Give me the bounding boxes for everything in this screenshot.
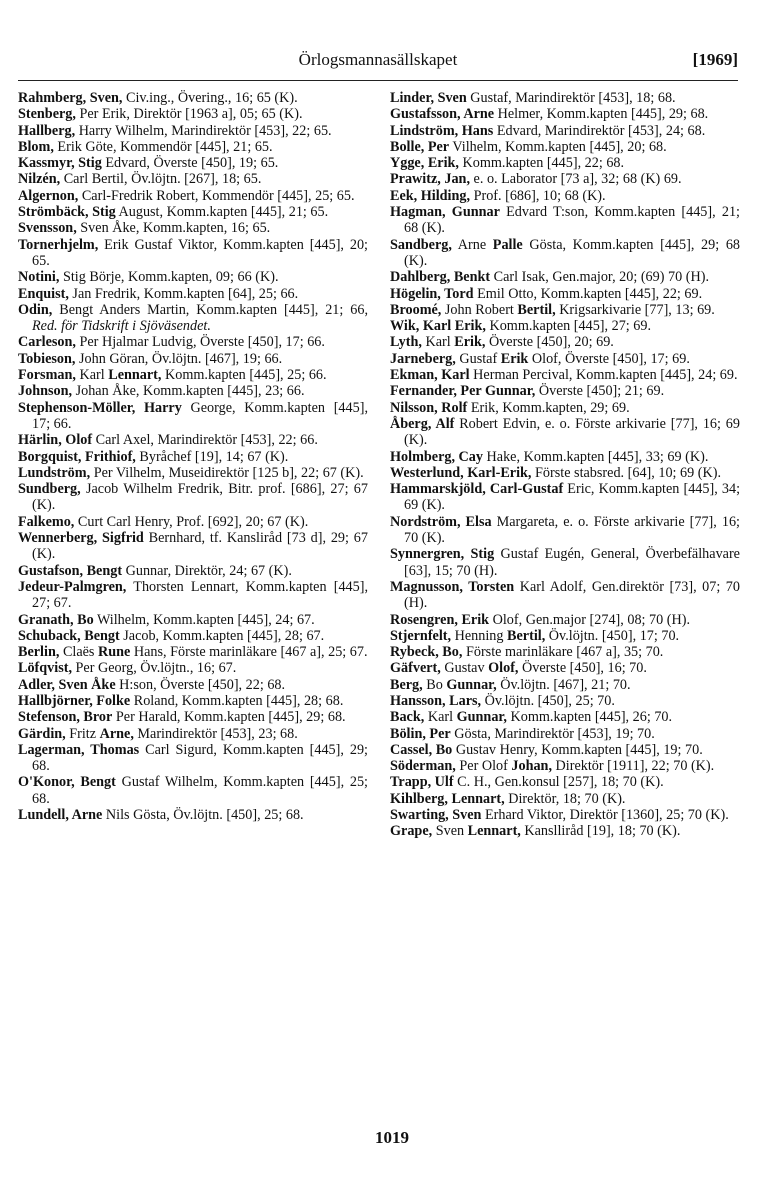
register-entry xyxy=(390,416,740,449)
register-entry xyxy=(390,286,740,302)
entry-details: Direktör, 18; 70 (K). xyxy=(504,790,626,807)
register-entry xyxy=(390,823,740,839)
entry-name: Cassel, Bo xyxy=(390,741,453,758)
entry-details: Per Erik, Direktör [1963 a], 05; 65 (K). xyxy=(75,106,303,123)
entry-details: Carl-Fredrik Robert, Kommendör [445], 25; 65. xyxy=(78,187,355,204)
entry-name: Kassmyr, Stig xyxy=(18,155,102,172)
register-entry xyxy=(18,612,368,628)
entry-details: Carl Axel, Marindirektör [453], 22; 66. xyxy=(92,432,318,449)
entry-name: Johnson, xyxy=(18,383,73,400)
register-entry xyxy=(18,188,368,204)
entry-name: Carleson, xyxy=(18,334,76,351)
register-entry xyxy=(390,546,740,579)
entry-name: Bölin, Per xyxy=(390,725,451,742)
register-entry xyxy=(18,269,368,285)
register-entry xyxy=(390,155,740,171)
register-entry xyxy=(18,709,368,725)
entry-name: Rybeck, Bo, xyxy=(390,644,463,661)
entry-details: Komm.kapten [445], 26; 70. xyxy=(506,709,673,726)
entry-details: Fritz xyxy=(65,725,100,742)
left-column xyxy=(18,90,368,823)
page-number: 1019 xyxy=(375,1128,409,1147)
register-entry xyxy=(390,106,740,122)
entry-details: Emil Otto, Komm.kapten [445], 22; 69. xyxy=(473,285,703,302)
register-entry xyxy=(390,677,740,693)
register-entry xyxy=(390,90,740,106)
entry-name: Strömbäck, Stig xyxy=(18,204,116,221)
register-entry xyxy=(18,334,368,350)
entry-details: Nils Gösta, Öv.löjtn. [450], 25; 68. xyxy=(102,807,304,824)
entry-details: Bernhard, tf. Kansliråd [73 d], 29; 67 (K). xyxy=(32,530,368,563)
entry-name: Åberg, Alf xyxy=(390,415,455,432)
entry-details: Gunnar, Direktör, 24; 67 (K). xyxy=(122,562,292,579)
entry-details: Wilhelm, Komm.kapten [445], 24; 67. xyxy=(93,611,315,628)
entry-details: Claës xyxy=(59,644,99,661)
entry-name: Gustafsson, Arne xyxy=(390,106,495,123)
entry-name: Lindström, Hans xyxy=(390,122,494,139)
entry-details: Marindirektör [453], 23; 68. xyxy=(133,725,298,742)
entry-name: Stjernfelt, xyxy=(390,627,452,644)
entry-name: Rosengren, Erik xyxy=(390,611,490,628)
register-entry xyxy=(18,742,368,775)
entry-name: Tobieson, xyxy=(18,350,76,367)
entry-details: Förste marinläkare [467 a], 35; 70. xyxy=(462,644,664,661)
entry-name: Westerlund, Karl-Erik, xyxy=(390,464,532,481)
register-entry xyxy=(18,90,368,106)
entry-name: Lennart, xyxy=(108,367,162,384)
entry-name: Adler, Sven Åke xyxy=(18,676,116,693)
entry-details: Krigsarkivarie [77], 13; 69. xyxy=(555,301,715,318)
entry-name: Lagerman, Thomas xyxy=(18,741,140,758)
entry-details: Henning xyxy=(451,627,508,644)
entry-name: Hallberg, xyxy=(18,122,76,139)
register-entry xyxy=(390,644,740,660)
entry-name: Tornerhjelm, xyxy=(18,236,99,253)
entry-details: August, Komm.kapten [445], 21; 65. xyxy=(115,204,329,221)
entry-name: Löfqvist, xyxy=(18,660,72,677)
register-entry xyxy=(18,432,368,448)
entry-name: Schuback, Bengt xyxy=(18,627,120,644)
register-entry xyxy=(18,677,368,693)
entry-name: Gärdin, xyxy=(18,725,66,742)
register-entry xyxy=(390,758,740,774)
entry-name: Rune xyxy=(98,644,131,661)
register-entry xyxy=(18,351,368,367)
entry-name: Lundell, Arne xyxy=(18,807,103,824)
entry-details: Edvard, Marindirektör [453], 24; 68. xyxy=(493,122,706,139)
register-entry xyxy=(18,171,368,187)
entry-name: Bolle, Per xyxy=(390,138,450,155)
register-entry xyxy=(390,204,740,237)
entry-name: Kihlberg, Lennart, xyxy=(390,790,505,807)
register-entry xyxy=(18,286,368,302)
entry-details: Sven Åke, Komm.kapten, 16; 65. xyxy=(76,220,271,237)
register-entry xyxy=(18,465,368,481)
register-entry xyxy=(390,139,740,155)
entry-name: Falkemo, xyxy=(18,513,75,530)
entry-details: Jan Fredrik, Komm.kapten [64], 25; 66. xyxy=(68,285,299,302)
register-entry xyxy=(18,106,368,122)
register-entry xyxy=(18,237,368,270)
entry-name: Lyth, xyxy=(390,334,422,351)
register-entry xyxy=(390,660,740,676)
register-entry xyxy=(390,302,740,318)
entry-details: Johan Åke, Komm.kapten [445], 23; 66. xyxy=(72,383,305,400)
register-entry xyxy=(18,139,368,155)
entry-details: Komm.kapten [445], 22; 68. xyxy=(458,155,625,172)
entry-name: Rahmberg, Sven, xyxy=(18,90,123,106)
entry-name: Hammarskjöld, Carl-Gustaf xyxy=(390,481,564,498)
entry-name: Eek, Hilding, xyxy=(390,187,471,204)
entry-name: Sundberg, xyxy=(18,481,81,498)
entry-details: Erik, Komm.kapten, 29; 69. xyxy=(467,399,630,416)
entry-name: Berlin, xyxy=(18,644,60,661)
entry-details: Jacob Wilhelm Fredrik, Bitr. prof. [686], 27; 67 (K). xyxy=(32,481,368,514)
entry-details: Hake, Komm.kapten [445], 33; 69 (K). xyxy=(483,448,709,465)
entry-details: Kanslliråd [19], 18; 70 (K). xyxy=(520,823,681,840)
entry-details: Vilhelm, Komm.kapten [445], 20; 68. xyxy=(449,138,667,155)
entry-name: Back, xyxy=(390,709,425,726)
entry-name: Högelin, Tord xyxy=(390,285,474,302)
register-entry xyxy=(390,237,740,270)
entry-details: Roland, Komm.kapten [445], 28; 68. xyxy=(130,692,344,709)
entry-details: Erik Gustaf Viktor, Komm.kapten [445], 20; 65. xyxy=(32,236,368,269)
entry-name: Prawitz, Jan, xyxy=(390,171,470,188)
entry-details: Karl xyxy=(424,709,457,726)
entry-name: Jedeur-Palmgren, xyxy=(18,578,127,595)
register-entry xyxy=(18,774,368,807)
entry-details: John Robert xyxy=(441,301,518,318)
entry-name: Dahlberg, Benkt xyxy=(390,269,491,286)
entry-name: Stenberg, xyxy=(18,106,76,123)
entry-details: Överste [450], 20; 69. xyxy=(485,334,614,351)
entry-details: Karl xyxy=(421,334,455,351)
header-rule xyxy=(18,80,738,81)
entry-details: Gösta, Marindirektör [453], 19; 70. xyxy=(450,725,655,742)
register-entry xyxy=(390,465,740,481)
entry-name: Erik, xyxy=(454,334,486,351)
entry-details: Karl xyxy=(75,367,109,384)
register-entry xyxy=(390,188,740,204)
entry-name: Grape, xyxy=(390,823,433,840)
entry-details: Öv.löjtn. [450], 17; 70. xyxy=(545,627,680,644)
entry-name: Berg, xyxy=(390,676,423,693)
register-entry xyxy=(18,644,368,660)
entry-details: Bo xyxy=(422,676,447,693)
entry-details: Prof. [686], 10; 68 (K). xyxy=(470,187,606,204)
entry-name: Granath, Bo xyxy=(18,611,94,628)
entry-details: Bengt Anders Martin, Komm.kapten [445], 21; 66, xyxy=(52,301,368,318)
entry-details: Förste stabsred. [64], 10; 69 (K). xyxy=(531,464,722,481)
entry-name: Nilzén, xyxy=(18,171,61,188)
entry-details: Jacob, Komm.kapten [445], 28; 67. xyxy=(119,627,325,644)
entry-details: Gustav xyxy=(440,660,489,677)
entry-details: Stig Börje, Komm.kapten, 09; 66 (K). xyxy=(59,269,279,286)
register-entry xyxy=(390,123,740,139)
entry-name: Holmberg, Cay xyxy=(390,448,483,465)
entry-name: Nordström, Elsa xyxy=(390,513,492,530)
entry-name: Gunnar, xyxy=(456,709,507,726)
entry-name: Broomé, xyxy=(390,301,442,318)
entry-name: Algernon, xyxy=(18,187,79,204)
right-column xyxy=(390,90,740,840)
entry-details: Per Olof xyxy=(455,758,512,775)
entry-details: Curt Carl Henry, Prof. [692], 20; 67 (K). xyxy=(74,513,309,530)
register-entry xyxy=(390,612,740,628)
register-entry xyxy=(18,530,368,563)
register-entry xyxy=(390,693,740,709)
entry-name: Gunnar, xyxy=(446,676,497,693)
entry-name: Stephenson-Möller, Harry xyxy=(18,399,182,416)
register-entry xyxy=(390,334,740,350)
entry-details: Herman Percival, Komm.kapten [445], 24; 69. xyxy=(469,367,738,384)
entry-details: Öv.löjtn. [450], 25; 70. xyxy=(481,692,615,709)
entry-name: Linder, Sven xyxy=(390,90,467,106)
entry-details: e. o. Laborator [73 a], 32; 68 (K) 69. xyxy=(470,171,682,188)
entry-name: Hansson, Lars, xyxy=(390,692,482,709)
entry-details: Gustaf Wilhelm, Komm.kapten [445], 25; 68. xyxy=(32,774,368,807)
entry-name: Lundström, xyxy=(18,464,91,481)
entry-details: Gustaf xyxy=(455,350,501,367)
entry-name: Wik, Karl Erik, xyxy=(390,318,486,335)
entry-details: Carl Isak, Gen.major, 20; (69) 70 (H). xyxy=(490,269,709,286)
entry-details: Per Vilhelm, Museidirektör [125 b], 22; 67 (K). xyxy=(90,464,364,481)
register-entry xyxy=(18,302,368,335)
entry-details: Gösta, Komm.kapten [445], 29; 68 (K). xyxy=(404,236,741,269)
register-entry xyxy=(390,449,740,465)
entry-name: Odin, xyxy=(18,301,53,318)
entry-name: Ygge, Erik, xyxy=(390,155,459,172)
entry-details: Eric, Komm.kapten [445], 34; 69 (K). xyxy=(404,481,741,514)
register-entry xyxy=(18,563,368,579)
register-entry xyxy=(390,171,740,187)
entry-name: Olof, xyxy=(488,660,519,677)
page-header xyxy=(18,50,738,78)
entry-details: Gustaf Eugén, General, Överbefälhavare [63], 15; 70 (H). xyxy=(404,546,740,579)
entry-details: Robert Edvin, e. o. Förste arkivarie [77], 16; 69 (K). xyxy=(404,415,740,449)
entry-name: Lennart, xyxy=(467,823,521,840)
register-entry xyxy=(390,726,740,742)
entry-name: Hagman, Gunnar xyxy=(390,204,500,221)
register-entry xyxy=(390,791,740,807)
entry-name: Swarting, Sven xyxy=(390,807,482,824)
entry-name: Bertil, xyxy=(507,627,546,644)
entry-details: Sven xyxy=(432,823,468,840)
entry-note: Red. för Tidskrift i Sjöväsendet. xyxy=(32,318,211,335)
register-entry xyxy=(390,351,740,367)
entry-details: George, Komm.kapten [445], 17; 66. xyxy=(32,399,368,432)
entry-details: Edvard, Överste [450], 19; 65. xyxy=(101,155,279,172)
entry-name: Notini, xyxy=(18,269,60,286)
register-entry xyxy=(18,220,368,236)
entry-name: Johan, xyxy=(511,758,552,775)
entry-details: Arne xyxy=(451,236,493,253)
entry-details: John Göran, Öv.löjtn. [467], 19; 66. xyxy=(75,350,283,367)
entry-details: Civ.ing., Övering., 16; 65 (K). xyxy=(122,90,298,106)
register-entry xyxy=(18,481,368,514)
register-entry xyxy=(18,726,368,742)
entry-details: Olof, Gen.major [274], 08; 70 (H). xyxy=(489,611,691,628)
register-entry xyxy=(18,514,368,530)
entry-details: Direktör [1911], 22; 70 (K). xyxy=(552,758,715,775)
entry-details: Överste [450]; 21; 69. xyxy=(535,383,665,400)
entry-name: Fernander, Per Gunnar, xyxy=(390,383,536,400)
entry-details: Öv.löjtn. [467], 21; 70. xyxy=(496,676,631,693)
register-entry xyxy=(18,155,368,171)
entry-details: Gustaf, Marindirektör [453], 18; 68. xyxy=(466,90,676,106)
register-entry xyxy=(18,123,368,139)
entry-name: Söderman, xyxy=(390,758,456,775)
entry-name: Ekman, Karl xyxy=(390,367,470,384)
register-entry xyxy=(18,579,368,612)
entry-name: Jarneberg, xyxy=(390,350,456,367)
register-entry xyxy=(18,204,368,220)
entry-name: Arne, xyxy=(99,725,134,742)
entry-details: Karl Adolf, Gen.direktör [73], 07; 70 (H). xyxy=(404,578,740,612)
register-entry xyxy=(390,628,740,644)
entry-name: Bertil, xyxy=(517,301,556,318)
entry-details: Per Hjalmar Ludvig, Överste [450], 17; 66. xyxy=(75,334,325,351)
register-entry xyxy=(390,742,740,758)
register-entry xyxy=(390,514,740,547)
entry-details: Olof, Överste [450], 17; 69. xyxy=(528,350,690,367)
entry-details: Komm.kapten [445], 27; 69. xyxy=(485,318,652,335)
entry-name: Palle xyxy=(492,236,523,253)
register-entry xyxy=(390,318,740,334)
entry-name: O'Konor, Bengt xyxy=(18,774,116,791)
entry-name: Forsman, xyxy=(18,367,76,384)
entry-details: Carl Bertil, Öv.löjtn. [267], 18; 65. xyxy=(60,171,262,188)
register-entry xyxy=(390,807,740,823)
header-year: [1969] xyxy=(692,50,738,69)
entry-details: Erhard Viktor, Direktör [1360], 25; 70 (K). xyxy=(481,807,729,824)
register-entry xyxy=(18,807,368,823)
entry-details: Margareta, e. o. Förste arkivarie [77], 16; 70 (K). xyxy=(404,513,740,547)
entry-details: Helmer, Komm.kapten [445], 29; 68. xyxy=(494,106,709,123)
register-entry xyxy=(390,774,740,790)
entry-name: Borgquist, Frithiof, xyxy=(18,448,136,465)
register-entry xyxy=(18,693,368,709)
entry-name: Wennerberg, Sigfrid xyxy=(18,530,144,547)
register-entry xyxy=(18,367,368,383)
entry-name: Svensson, xyxy=(18,220,77,237)
entry-name: Magnusson, Torsten xyxy=(390,578,515,595)
entry-details: Carl Sigurd, Komm.kapten [445], 29; 68. xyxy=(32,741,368,775)
entry-details: Thorsten Lennart, Komm.kapten [445], 27; 67. xyxy=(32,578,368,612)
running-title: Örlogsmannasällskapet xyxy=(298,50,458,69)
entry-name: Sandberg, xyxy=(390,236,452,253)
entry-name: Härlin, Olof xyxy=(18,432,93,449)
entry-name: Gustafson, Bengt xyxy=(18,562,123,579)
register-entry xyxy=(390,383,740,399)
entry-details: Erik Göte, Kommendör [445], 21; 65. xyxy=(53,138,273,155)
entry-name: Erik xyxy=(500,350,529,367)
entry-name: Trapp, Ulf xyxy=(390,774,454,791)
entry-details: Per Georg, Öv.löjtn., 16; 67. xyxy=(72,660,237,677)
register-entry xyxy=(390,367,740,383)
entry-name: Nilsson, Rolf xyxy=(390,399,468,416)
entry-details: Komm.kapten [445], 25; 66. xyxy=(161,367,327,384)
entry-details: C. H., Gen.konsul [257], 18; 70 (K). xyxy=(453,774,664,791)
entry-name: Synnergren, Stig xyxy=(390,546,495,563)
register-entry xyxy=(390,579,740,612)
entry-name: Gäfvert, xyxy=(390,660,441,677)
entry-details: Byråchef [19], 14; 67 (K). xyxy=(135,448,289,465)
register-entry xyxy=(18,383,368,399)
register-entry xyxy=(18,660,368,676)
entry-details: Harry Wilhelm, Marindirektör [453], 22; 65. xyxy=(75,122,332,139)
register-entry xyxy=(390,481,740,514)
register-entry xyxy=(18,449,368,465)
entry-name: Enquist, xyxy=(18,285,69,302)
entry-details: Edvard T:son, Komm.kapten [445], 21; 68 (K). xyxy=(404,204,740,237)
entry-name: Stefenson, Bror xyxy=(18,709,113,726)
entry-details: H:son, Överste [450], 22; 68. xyxy=(115,676,286,693)
register-entry xyxy=(390,269,740,285)
register-entry xyxy=(390,400,740,416)
entry-details: Per Harald, Komm.kapten [445], 29; 68. xyxy=(112,709,346,726)
register-entry xyxy=(18,400,368,433)
entry-name: Hallbjörner, Folke xyxy=(18,692,131,709)
entry-name: Blom, xyxy=(18,138,54,155)
register-entry xyxy=(390,709,740,725)
entry-details: Hans, Förste marinläkare [467 a], 25; 67. xyxy=(130,644,368,661)
register-entry xyxy=(18,628,368,644)
entry-details: Överste [450], 16; 70. xyxy=(518,660,647,677)
entry-details: Gustav Henry, Komm.kapten [445], 19; 70. xyxy=(452,741,703,758)
